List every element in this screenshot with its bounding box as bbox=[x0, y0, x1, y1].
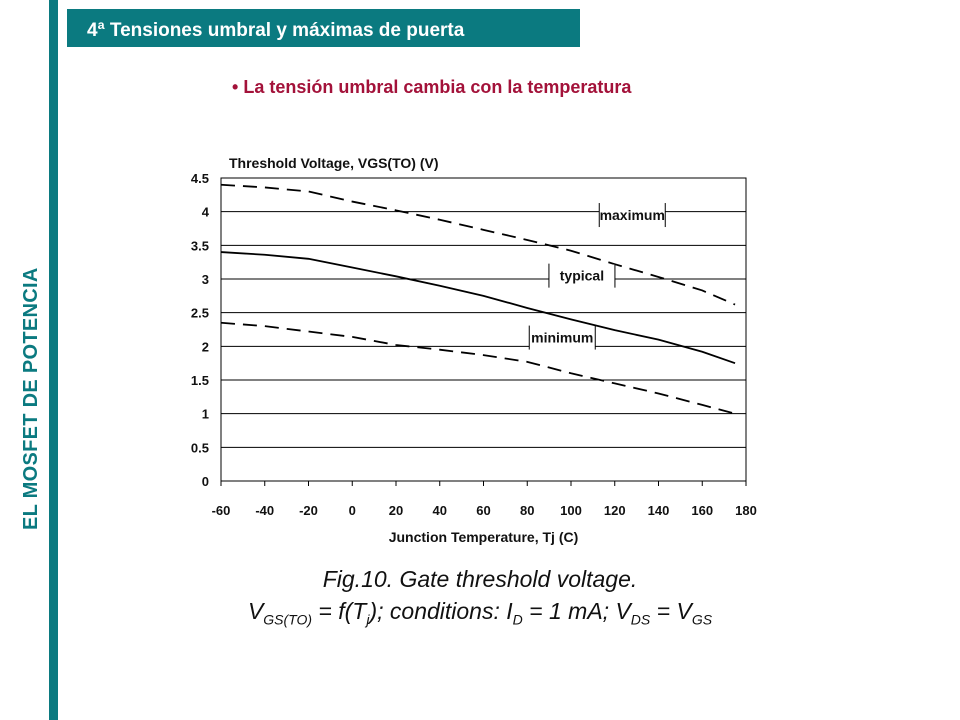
x-tick-label: 160 bbox=[691, 503, 714, 518]
caption-sub-gs: GS bbox=[691, 611, 713, 628]
caption-sub-ds: DS bbox=[630, 611, 651, 628]
chart-title: Threshold Voltage, VGS(TO) (V) bbox=[229, 155, 439, 171]
y-tick-label: 2 bbox=[201, 339, 209, 355]
y-tick-label: 0 bbox=[201, 474, 209, 489]
x-tick-label: 0 bbox=[348, 503, 356, 518]
x-tick-label: 20 bbox=[388, 503, 404, 518]
y-tick-label: 3 bbox=[201, 272, 209, 287]
x-axis-label: Junction Temperature, Tj (C) bbox=[388, 529, 579, 545]
x-tick-label: 140 bbox=[647, 503, 670, 518]
caption-v: V bbox=[247, 598, 264, 624]
x-tick-label: 120 bbox=[603, 503, 626, 518]
caption-ma: = 1 mA; V bbox=[522, 598, 631, 624]
y-tick-label: 1.5 bbox=[190, 373, 209, 388]
figure-caption-line2 bbox=[180, 598, 780, 628]
series-labels bbox=[529, 203, 665, 350]
series-label-typical: typical bbox=[559, 267, 605, 284]
x-tick-label: -20 bbox=[299, 503, 318, 518]
caption-sub-j: j bbox=[366, 611, 370, 628]
chart-grid bbox=[221, 178, 746, 447]
y-tick-label: 4.5 bbox=[190, 171, 209, 186]
series-line-maximum bbox=[221, 185, 735, 305]
y-tick-label: 3.5 bbox=[190, 238, 209, 254]
x-tick-label: 60 bbox=[476, 503, 491, 518]
caption-eq-f: = f(T bbox=[312, 598, 367, 624]
y-tick-label: 4 bbox=[201, 204, 209, 220]
figure-caption-line1: Fig.10. Gate threshold voltage. bbox=[322, 566, 638, 592]
x-tick-label: 80 bbox=[520, 503, 535, 518]
x-tick-label: -60 bbox=[211, 503, 231, 518]
y-tick-label: 0.5 bbox=[190, 440, 209, 456]
bullet-mark: • bbox=[232, 77, 239, 97]
x-tick-label: 100 bbox=[560, 503, 582, 518]
y-tick-label: 2.5 bbox=[190, 305, 209, 321]
caption-conditions: ); conditions: I bbox=[369, 598, 513, 624]
caption-eq2: = V bbox=[650, 598, 692, 624]
axis-ticks bbox=[191, 171, 757, 518]
plot-frame bbox=[221, 178, 746, 481]
series-line-minimum bbox=[221, 323, 735, 414]
x-tick-label: 40 bbox=[432, 503, 447, 518]
sidebar-title: EL MOSFET DE POTENCIA bbox=[20, 267, 42, 530]
series-label-minimum: minimum bbox=[531, 329, 594, 346]
bullet-text: La tensión umbral cambia con la temperatura bbox=[243, 77, 632, 97]
y-tick-label: 1 bbox=[201, 406, 209, 422]
slide-title: 4ª Tensiones umbral y máximas de puerta bbox=[67, 9, 580, 47]
caption-sub-d: D bbox=[512, 611, 523, 628]
series-label-maximum: maximum bbox=[599, 207, 665, 224]
x-tick-label: -40 bbox=[255, 503, 275, 518]
x-tick-label: 180 bbox=[735, 503, 757, 518]
caption-sub-gs-to: GS(TO) bbox=[263, 611, 313, 628]
